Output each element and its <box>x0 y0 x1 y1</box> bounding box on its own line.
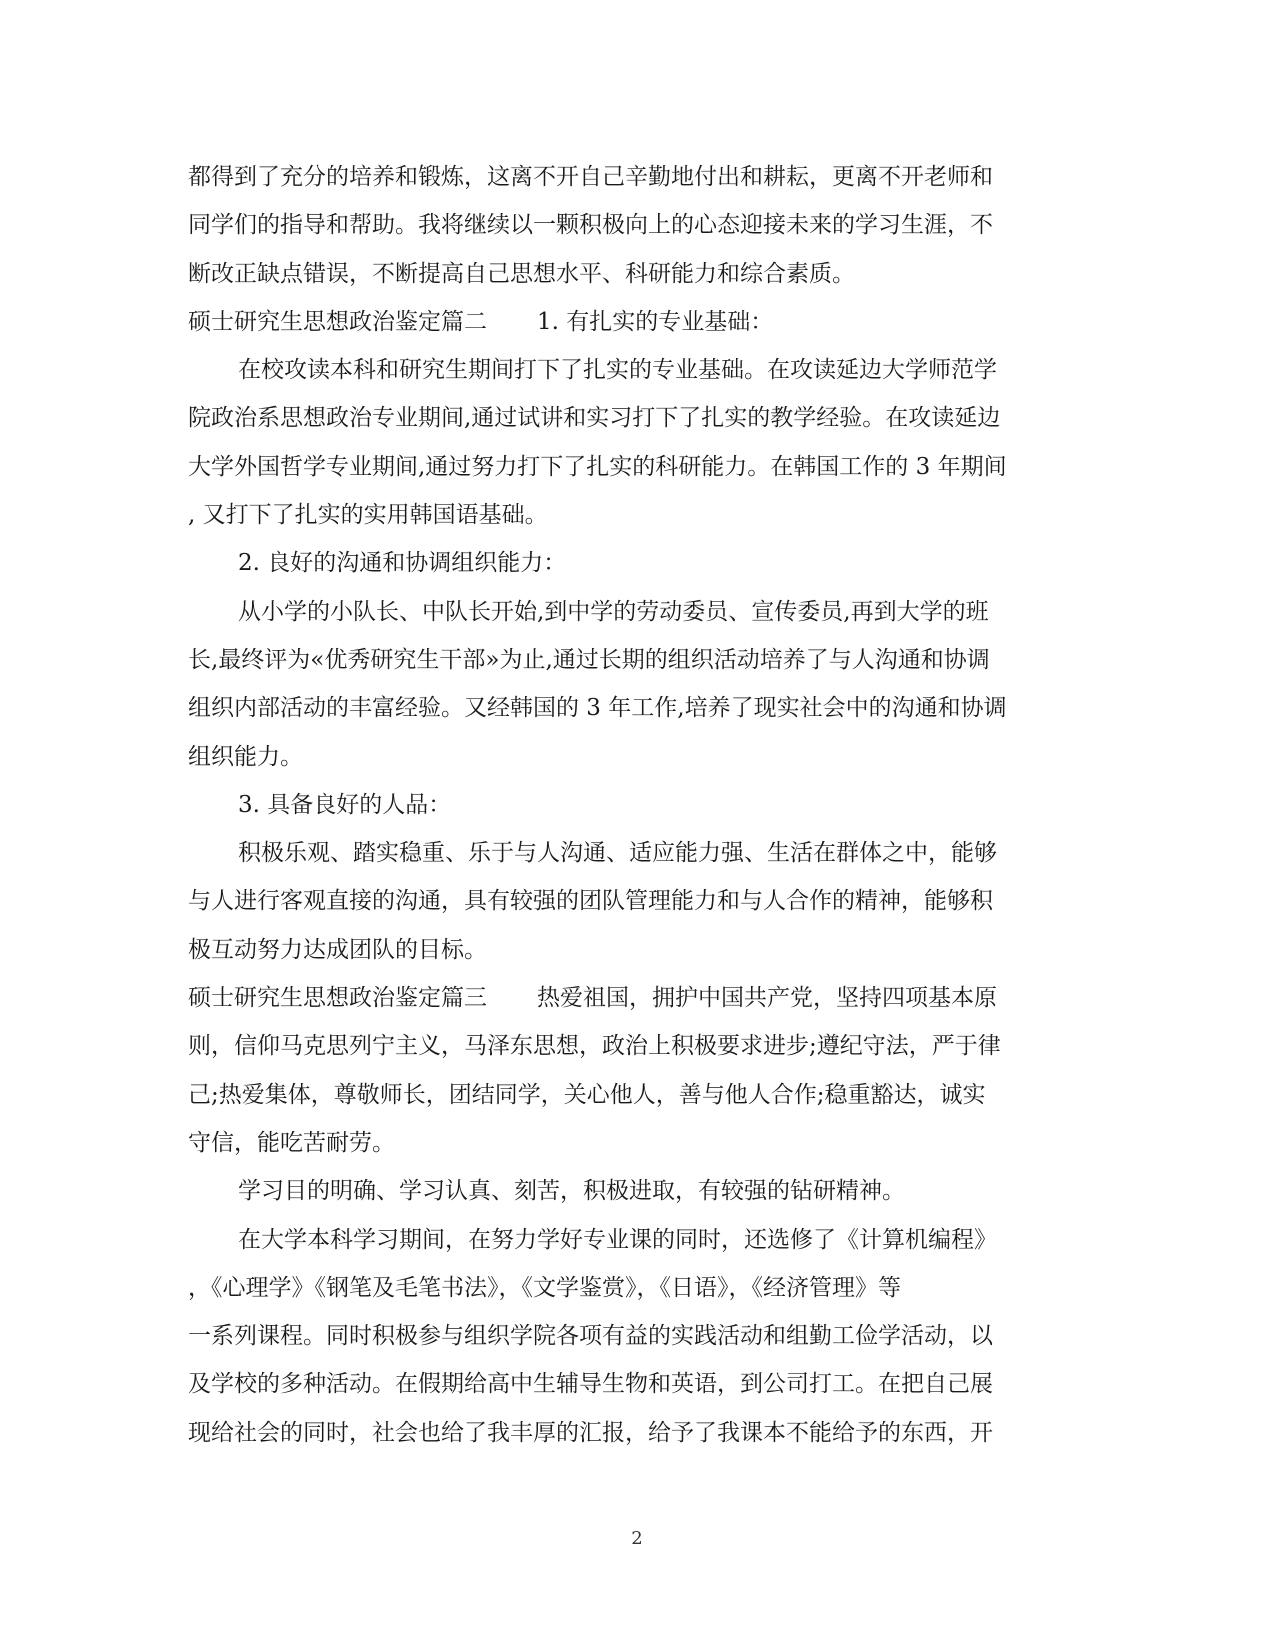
paragraph-first-line: 在校攻读本科和研究生期间打下了扎实的专业基础。在攻读延边大学师范学 <box>238 357 997 384</box>
text-line: ，《心理学》《钢笔及毛笔书法》，《文学鉴赏》，《日语》，《经济管理》等 <box>188 1274 901 1301</box>
text-line: 长,最终评为«优秀研究生干部»为止,通过长期的组织活动培养了与人沟通和协调 <box>188 646 990 673</box>
paragraph-first-line: 从小学的小队长、中队长开始,到中学的劳动委员、宣传委员,再到大学的班 <box>238 598 989 625</box>
list-item-heading: 2. 良好的沟通和协调组织能力： <box>238 550 567 577</box>
text-line: 及学校的多种活动。在假期给高中生辅导生物和英语，到公司打工。在把自己展 <box>188 1371 993 1398</box>
text-line: 院政治系思想政治专业期间,通过试讲和实习打下了扎实的教学经验。在攻读延边 <box>188 405 1001 432</box>
text-line: 极互动努力达成团队的目标。 <box>188 936 487 963</box>
text-run: 1. 有扎实的专业基础： <box>537 308 774 335</box>
text-line: 都得到了充分的培养和锻炼，这离不开自己辛勤地付出和耕耘，更离不开老师和 <box>188 164 993 190</box>
text-line: 一系列课程。同时积极参与组织学院各项有益的实践活动和组勤工俭学活动，以 <box>188 1323 993 1350</box>
paragraph-first-line: 在大学本科学习期间，在努力学好专业课的同时，还选修了《计算机编程》 <box>238 1226 997 1253</box>
document-body <box>188 153 1068 1457</box>
paragraph-first-line: 学习目的明确、学习认真、刻苦，积极进取，有较强的钻研精神。 <box>238 1178 905 1205</box>
text-line: 同学们的指导和帮助。我将继续以一颗积极向上的心态迎接未来的学习生涯，不 <box>188 212 993 239</box>
text-line: 则，信仰马克思列宁主义，马泽东思想，政治上积极要求进步;遵纪守法，严于律 <box>188 1033 1001 1060</box>
text-line: 组织能力。 <box>188 743 303 770</box>
text-line: 大学外国哲学专业期间,通过努力打下了扎实的科研能力。在韩国工作的 3 年期间 <box>188 453 1007 480</box>
text-line: 己;热爱集体，尊敬师长，团结同学，关心他人，善与他人合作;稳重豁达，诚实 <box>188 1081 986 1108</box>
section-heading-line <box>188 974 1068 1022</box>
section-heading-line <box>188 298 1068 346</box>
text-line: 守信，能吃苦耐劳。 <box>188 1129 395 1156</box>
text-line: , 又打下了扎实的实用韩国语基础。 <box>188 502 548 529</box>
text-line: 现给社会的同时，社会也给了我丰厚的汇报，给予了我课本不能给予的东西，开 <box>188 1419 993 1446</box>
list-item-heading: 3. 具备良好的人品： <box>238 791 452 818</box>
section-heading: 硕士研究生思想政治鉴定篇三 <box>188 985 487 1012</box>
text-line: 断改正缺点错误，不断提高自己思想水平、科研能力和综合素质。 <box>188 260 855 287</box>
text-line: 组织内部活动的丰富经验。又经韩国的 3 年工作,培养了现实社会中的沟通和协调 <box>188 695 1007 722</box>
page-number: 2 <box>631 1528 643 1549</box>
text-line: 与人进行客观直接的沟通，具有较强的团队管理能力和与人合作的精神，能够积 <box>188 888 993 915</box>
text-run: 热爱祖国，拥护中国共产党，坚持四项基本原 <box>537 985 997 1012</box>
section-heading: 硕士研究生思想政治鉴定篇二 <box>188 308 487 335</box>
paragraph-first-line: 积极乐观、踏实稳重、乐于与人沟通、适应能力强、生活在群体之中，能够 <box>238 840 997 867</box>
